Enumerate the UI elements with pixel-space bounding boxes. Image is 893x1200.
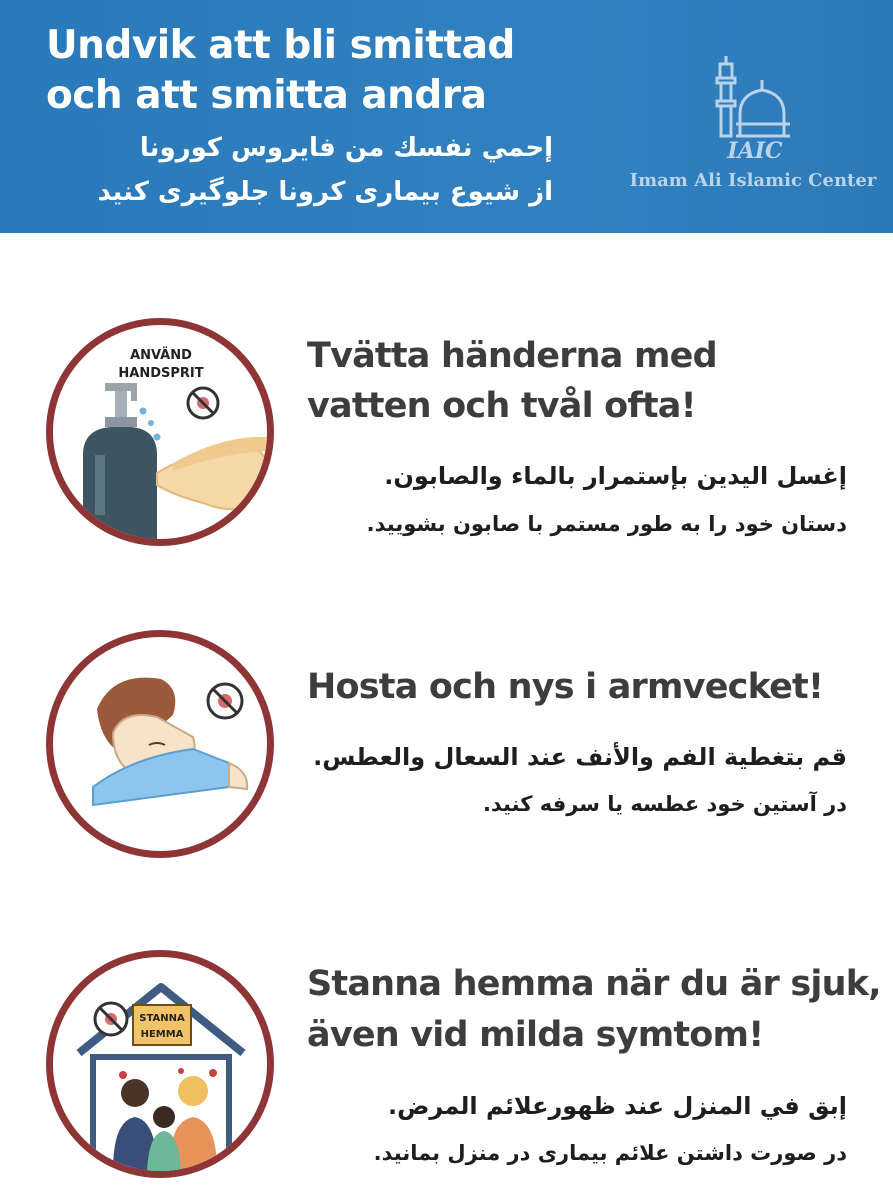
icon-label-line2: HANDSPRIT (118, 366, 204, 381)
icon-label-line1: STANNA (139, 1013, 185, 1024)
section2-text-fa: در آستین خود عطسه یا سرفه کنید. (482, 792, 847, 816)
section3-title-line1: Stanna hemma när du är sjuk, (307, 964, 881, 1004)
section1-title-line2: vatten och tvål ofta! (307, 386, 696, 426)
section1-text-ar: إغسل اليدين بإستمرار بالماء والصابون. (384, 462, 847, 490)
section3-text-fa: در صورت داشتن علائم بیماری در منزل بمانید. (373, 1141, 847, 1165)
header-title-sv-line2: och att smitta andra (46, 73, 487, 118)
section2-text-ar: قم بتغطية الفم والأنف عند السعال والعطس. (313, 743, 847, 771)
sneeze-into-elbow-icon (46, 630, 274, 858)
logo-text: Imam Ali Islamic Center (629, 170, 877, 191)
section1-title-line1: Tvätta händerna med (307, 336, 717, 376)
icon-label-line1: ANVÄND (130, 348, 192, 363)
section3-text-ar: إبق في المنزل عند ظهورعلائم المرض. (388, 1092, 847, 1120)
header-title-fa: از شیوع بیماری کرونا جلوگیری کنید (97, 177, 553, 207)
section1-text-fa: دستان خود را به طور مستمر با صابون بشویید. (366, 512, 847, 536)
header-title-sv-line1: Undvik att bli smittad (46, 23, 515, 68)
hand-sanitizer-icon (46, 318, 274, 546)
mosque-logo-icon (700, 52, 810, 164)
header-title-ar: إحمي نفسك من فايروس كورونا (139, 133, 553, 163)
section3-title-line2: även vid milda symtom! (307, 1015, 764, 1055)
section2-title-line1: Hosta och nys i armvecket! (307, 667, 824, 707)
logo-initials: IAIC (727, 138, 783, 164)
icon-label-line2: HEMMA (140, 1029, 184, 1040)
stay-home-icon (46, 950, 274, 1178)
